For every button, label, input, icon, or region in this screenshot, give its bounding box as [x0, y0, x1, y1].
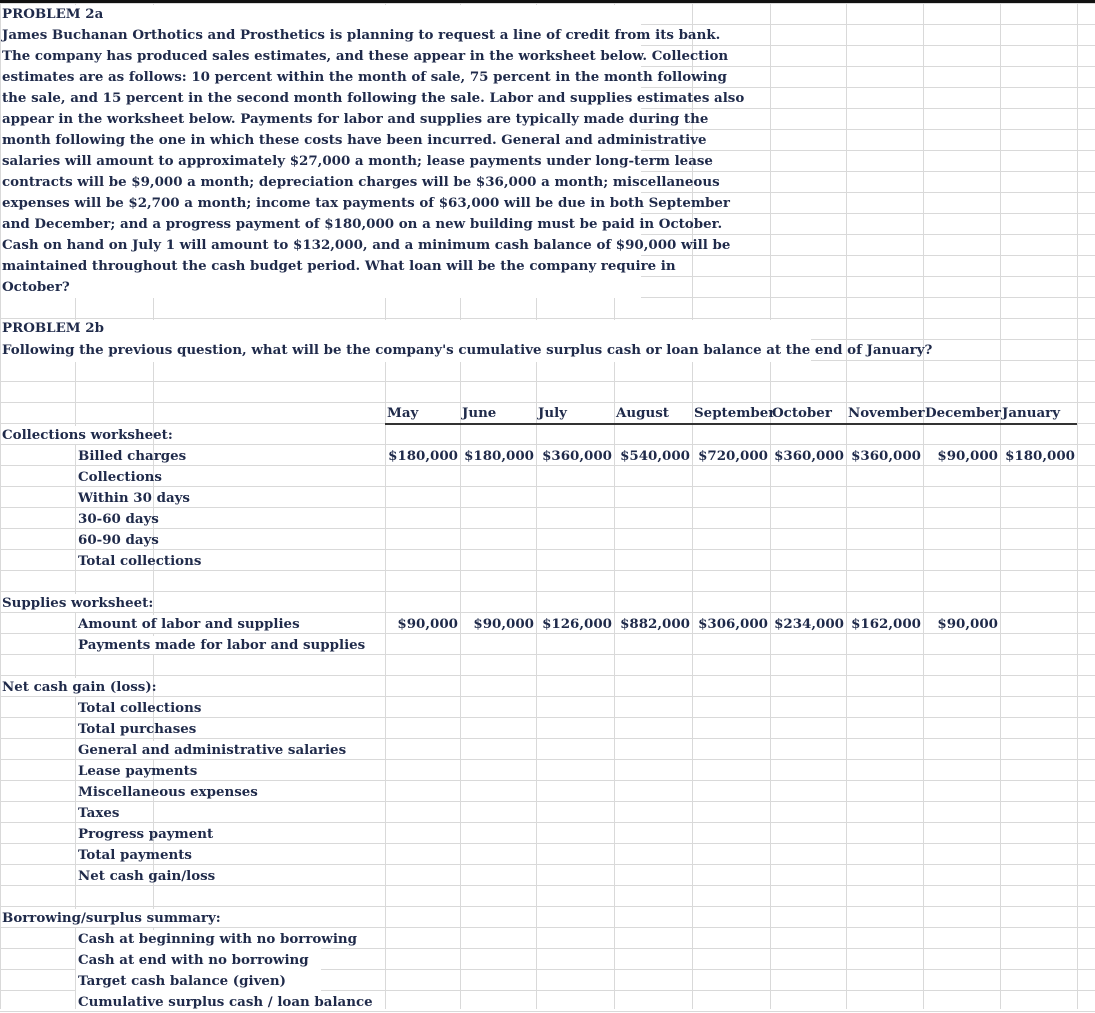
grid-row-line — [0, 528, 1095, 529]
collections-row-label: 60-90 days — [78, 532, 159, 548]
grid-row-line — [0, 486, 1095, 487]
billed-charges-label: Billed charges — [78, 448, 187, 464]
net-cash-row-label: Total purchases — [78, 721, 197, 737]
month-header-august: August — [616, 405, 669, 421]
grid-column-line — [1077, 3, 1078, 1009]
problem-2a-line: salaries will amount to approximately $27,000 a month; lease payments under long-term lease — [2, 153, 713, 169]
problem-2a-line: maintained throughout the cash budget period. What loan will be the company require in — [2, 258, 676, 274]
grid-row-line — [0, 3, 1095, 4]
billed-charges-cell: $90,000 — [937, 448, 998, 464]
grid-row-line — [0, 318, 1095, 319]
grid-row-line — [0, 906, 1095, 907]
collections-row-label: Collections — [78, 469, 162, 485]
problem-2a-line: month following the one in which these costs have been incurred. General and administrative — [2, 132, 707, 148]
grid-row-line — [0, 549, 1095, 550]
net-cash-heading: Net cash gain (loss): — [2, 679, 157, 695]
labor-supplies-cell: $90,000 — [473, 616, 534, 632]
month-header-may: May — [387, 405, 419, 421]
grid-row-line — [0, 696, 1095, 697]
month-header-november: November — [848, 405, 925, 421]
problem-2a-line: appear in the worksheet below. Payments for labor and supplies are typically made during the — [2, 111, 709, 127]
billed-charges-cell: $180,000 — [1005, 448, 1075, 464]
borrowing-heading: Borrowing/surplus summary: — [2, 910, 221, 926]
labor-supplies-cell: $126,000 — [542, 616, 612, 632]
net-cash-row-label: General and administrative salaries — [78, 742, 347, 758]
grid-row-line — [0, 675, 1095, 676]
month-header-july: July — [538, 405, 567, 421]
net-cash-row-label: Taxes — [78, 805, 120, 821]
labor-supplies-cell: $90,000 — [937, 616, 998, 632]
grid-row-line — [0, 381, 1095, 382]
month-header-january: January — [1002, 405, 1060, 421]
month-header-september: September — [694, 405, 776, 421]
problem-2a-line: expenses will be $2,700 a month; income tax payments of $63,000 will be due in both September — [2, 195, 730, 211]
grid-column-line — [770, 3, 771, 1009]
billed-charges-cell: $180,000 — [464, 448, 534, 464]
grid-row-line — [0, 612, 1095, 613]
problem-2a-line: estimates are as follows: 10 percent within the month of sale, 75 percent in the month following — [2, 69, 727, 85]
problem-2a-line: and December; and a progress payment of $180,000 on a new building must be paid in October. — [2, 216, 723, 232]
problem-2a-line: contracts will be $9,000 a month; depreciation charges will be $36,000 a month; miscellaneous — [2, 174, 720, 190]
labor-supplies-label: Amount of labor and supplies — [78, 616, 300, 632]
labor-supplies-cell: $162,000 — [851, 616, 921, 632]
collections-row-label: Total collections — [78, 553, 202, 569]
month-header-june: June — [462, 405, 497, 421]
problem-2a-title: PROBLEM 2a — [2, 6, 104, 22]
net-cash-row-label: Miscellaneous expenses — [78, 784, 258, 800]
collections-heading: Collections worksheet: — [2, 427, 173, 443]
labor-supplies-cell: $306,000 — [698, 616, 768, 632]
problem-2a-line: October? — [2, 279, 70, 295]
problem-2b-title: PROBLEM 2b — [2, 320, 104, 336]
problem-2a-line: Cash on hand on July 1 will amount to $132,000, and a minimum cash balance of $90,000 will be — [2, 237, 731, 253]
net-cash-row-label: Net cash gain/loss — [78, 868, 216, 884]
labor-supplies-cell: $234,000 — [774, 616, 844, 632]
borrowing-row-label: Target cash balance (given) — [78, 973, 286, 989]
problem-2a-line: James Buchanan Orthotics and Prosthetics is planning to request a line of credit from its bank. — [2, 27, 721, 43]
billed-charges-cell: $720,000 — [698, 448, 768, 464]
month-header-october: October — [772, 405, 832, 421]
grid-column-line — [923, 3, 924, 1009]
borrowing-row-label: Cash at beginning with no borrowing — [78, 931, 358, 947]
collections-row-label: Within 30 days — [78, 490, 190, 506]
labor-supplies-cell: $882,000 — [620, 616, 690, 632]
grid-row-line — [0, 591, 1095, 592]
billed-charges-cell: $180,000 — [388, 448, 458, 464]
collections-row-label: 30-60 days — [78, 511, 159, 527]
net-cash-row-label: Progress payment — [78, 826, 214, 842]
billed-charges-cell: $540,000 — [620, 448, 690, 464]
payments-labor-supplies-label: Payments made for labor and supplies — [78, 637, 366, 653]
problem-2a-line: the sale, and 15 percent in the second month following the sale. Labor and supplies estimates also — [2, 90, 745, 106]
labor-supplies-cell: $90,000 — [397, 616, 458, 632]
billed-charges-cell: $360,000 — [774, 448, 844, 464]
borrowing-row-label: Cumulative surplus cash / loan balance — [78, 994, 373, 1010]
net-cash-row-label: Total payments — [78, 847, 192, 863]
problem-2a-line: The company has produced sales estimates, and these appear in the worksheet below. Collection — [2, 48, 729, 64]
billed-charges-cell: $360,000 — [851, 448, 921, 464]
month-header-december: December — [925, 405, 1001, 421]
net-cash-row-label: Total collections — [78, 700, 202, 716]
supplies-heading: Supplies worksheet: — [2, 595, 154, 611]
grid-column-line — [1000, 3, 1001, 1009]
net-cash-row-label: Lease payments — [78, 763, 198, 779]
grid-column-line — [846, 3, 847, 1009]
top-border — [0, 0, 1095, 3]
borrowing-row-label: Cash at end with no borrowing — [78, 952, 309, 968]
billed-charges-cell: $360,000 — [542, 448, 612, 464]
grid-row-line — [0, 822, 1095, 823]
header-underline — [385, 423, 1077, 425]
problem-2b-text: Following the previous question, what will be the company's cumulative surplus cash or loan balance at the end of January? — [2, 342, 933, 358]
